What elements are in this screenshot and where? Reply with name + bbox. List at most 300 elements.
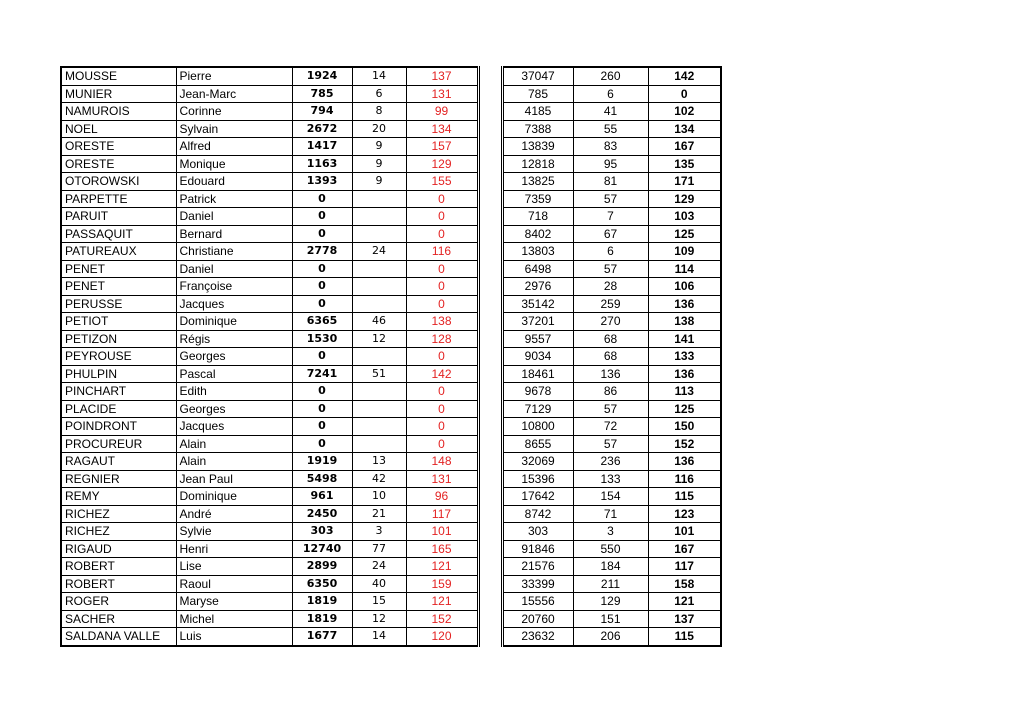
first-name-cell: Raoul [176,575,292,593]
average-2-cell: 106 [648,278,721,296]
average-1-cell: 0 [406,400,478,418]
count-2-cell: 95 [573,155,648,173]
column-separator [478,558,502,576]
column-separator [478,330,502,348]
average-2-cell: 135 [648,155,721,173]
average-2-cell: 142 [648,67,721,85]
average-2-cell: 134 [648,120,721,138]
table-body [61,67,721,646]
count-2-cell: 7 [573,208,648,226]
count-2-cell: 151 [573,610,648,628]
average-1-cell: 148 [406,453,478,471]
first-name-cell: Maryse [176,593,292,611]
table-row [61,155,721,173]
last-name-cell: PLACIDE [61,400,176,418]
count-1-cell [352,278,406,296]
last-name-cell: ROBERT [61,558,176,576]
last-name-cell: MUNIER [61,85,176,103]
table-row [61,260,721,278]
total-2-cell: 9557 [502,330,573,348]
column-separator [478,348,502,366]
last-name-cell: ORESTE [61,138,176,156]
column-separator [478,138,502,156]
column-separator [478,540,502,558]
total-1-cell: 961 [292,488,352,506]
average-2-cell: 167 [648,540,721,558]
total-2-cell: 785 [502,85,573,103]
count-1-cell [352,225,406,243]
table-row [61,575,721,593]
total-1-cell: 303 [292,523,352,541]
total-1-cell: 1819 [292,593,352,611]
column-separator [478,208,502,226]
total-2-cell: 9678 [502,383,573,401]
column-separator [478,453,502,471]
count-2-cell: 57 [573,400,648,418]
average-1-cell: 131 [406,85,478,103]
table-row [61,558,721,576]
count-2-cell: 71 [573,505,648,523]
table-row [61,278,721,296]
last-name-cell: RAGAUT [61,453,176,471]
first-name-cell: Françoise [176,278,292,296]
count-2-cell: 57 [573,260,648,278]
count-1-cell [352,295,406,313]
first-name-cell: Sylvie [176,523,292,541]
first-name-cell: Jacques [176,418,292,436]
first-name-cell: Jacques [176,295,292,313]
total-1-cell: 785 [292,85,352,103]
first-name-cell: Pascal [176,365,292,383]
total-1-cell: 1163 [292,155,352,173]
average-2-cell: 137 [648,610,721,628]
total-1-cell: 0 [292,348,352,366]
last-name-cell: PINCHART [61,383,176,401]
column-separator [478,610,502,628]
average-2-cell: 114 [648,260,721,278]
column-separator [478,278,502,296]
count-1-cell: 24 [352,558,406,576]
first-name-cell: Jean Paul [176,470,292,488]
total-1-cell: 0 [292,208,352,226]
total-1-cell: 1919 [292,453,352,471]
total-2-cell: 8655 [502,435,573,453]
average-2-cell: 136 [648,453,721,471]
total-1-cell: 0 [292,435,352,453]
average-2-cell: 103 [648,208,721,226]
table-row [61,243,721,261]
column-separator [478,628,502,646]
last-name-cell: PATUREAUX [61,243,176,261]
total-2-cell: 303 [502,523,573,541]
column-separator [478,85,502,103]
average-1-cell: 0 [406,383,478,401]
average-1-cell: 137 [406,67,478,85]
column-separator [478,400,502,418]
column-separator [478,488,502,506]
total-1-cell: 1530 [292,330,352,348]
total-2-cell: 37047 [502,67,573,85]
count-1-cell [352,190,406,208]
average-1-cell: 0 [406,225,478,243]
table-row [61,488,721,506]
count-2-cell: 236 [573,453,648,471]
average-2-cell: 101 [648,523,721,541]
average-1-cell: 128 [406,330,478,348]
count-2-cell: 136 [573,365,648,383]
first-name-cell: Régis [176,330,292,348]
total-2-cell: 9034 [502,348,573,366]
total-2-cell: 7129 [502,400,573,418]
average-2-cell: 123 [648,505,721,523]
total-2-cell: 8402 [502,225,573,243]
total-1-cell: 1677 [292,628,352,646]
total-1-cell: 0 [292,418,352,436]
count-1-cell: 42 [352,470,406,488]
count-2-cell: 68 [573,330,648,348]
total-1-cell: 6350 [292,575,352,593]
last-name-cell: ROGER [61,593,176,611]
count-2-cell: 3 [573,523,648,541]
first-name-cell: Lise [176,558,292,576]
count-2-cell: 184 [573,558,648,576]
total-1-cell: 2450 [292,505,352,523]
count-1-cell [352,435,406,453]
total-2-cell: 10800 [502,418,573,436]
average-1-cell: 138 [406,313,478,331]
average-1-cell: 159 [406,575,478,593]
average-2-cell: 113 [648,383,721,401]
count-2-cell: 154 [573,488,648,506]
first-name-cell: Christiane [176,243,292,261]
column-separator [478,523,502,541]
count-2-cell: 206 [573,628,648,646]
first-name-cell: Corinne [176,103,292,121]
total-1-cell: 0 [292,400,352,418]
last-name-cell: PENET [61,278,176,296]
table-row [61,138,721,156]
average-1-cell: 96 [406,488,478,506]
total-2-cell: 7388 [502,120,573,138]
count-1-cell: 14 [352,628,406,646]
table-row [61,330,721,348]
count-1-cell: 8 [352,103,406,121]
average-2-cell: 109 [648,243,721,261]
count-1-cell: 3 [352,523,406,541]
count-1-cell: 6 [352,85,406,103]
total-1-cell: 0 [292,278,352,296]
count-1-cell [352,418,406,436]
count-2-cell: 6 [573,243,648,261]
total-1-cell: 794 [292,103,352,121]
average-2-cell: 125 [648,225,721,243]
average-1-cell: 101 [406,523,478,541]
count-2-cell: 133 [573,470,648,488]
count-1-cell: 9 [352,173,406,191]
total-2-cell: 33399 [502,575,573,593]
average-1-cell: 0 [406,190,478,208]
count-1-cell: 15 [352,593,406,611]
count-2-cell: 57 [573,435,648,453]
table-row [61,383,721,401]
last-name-cell: PERUSSE [61,295,176,313]
last-name-cell: ORESTE [61,155,176,173]
total-2-cell: 2976 [502,278,573,296]
count-2-cell: 550 [573,540,648,558]
total-1-cell: 1393 [292,173,352,191]
average-1-cell: 129 [406,155,478,173]
count-1-cell: 9 [352,138,406,156]
column-separator [478,593,502,611]
table-row [61,67,721,85]
first-name-cell: Jean-Marc [176,85,292,103]
total-2-cell: 13803 [502,243,573,261]
table-row [61,628,721,646]
first-name-cell: Alfred [176,138,292,156]
count-2-cell: 68 [573,348,648,366]
last-name-cell: RICHEZ [61,523,176,541]
average-2-cell: 171 [648,173,721,191]
count-2-cell: 260 [573,67,648,85]
average-2-cell: 125 [648,400,721,418]
first-name-cell: Alain [176,453,292,471]
column-separator [478,435,502,453]
count-1-cell: 10 [352,488,406,506]
count-2-cell: 28 [573,278,648,296]
first-name-cell: André [176,505,292,523]
scores-table [60,66,722,647]
last-name-cell: REMY [61,488,176,506]
count-1-cell: 24 [352,243,406,261]
last-name-cell: PARPETTE [61,190,176,208]
column-separator [478,575,502,593]
count-1-cell: 51 [352,365,406,383]
total-2-cell: 13839 [502,138,573,156]
total-2-cell: 4185 [502,103,573,121]
first-name-cell: Sylvain [176,120,292,138]
count-1-cell: 46 [352,313,406,331]
count-2-cell: 83 [573,138,648,156]
count-2-cell: 86 [573,383,648,401]
average-1-cell: 0 [406,435,478,453]
total-1-cell: 5498 [292,470,352,488]
last-name-cell: PROCUREUR [61,435,176,453]
average-1-cell: 142 [406,365,478,383]
count-1-cell: 20 [352,120,406,138]
first-name-cell: Bernard [176,225,292,243]
total-2-cell: 12818 [502,155,573,173]
table-row [61,190,721,208]
last-name-cell: PHULPIN [61,365,176,383]
total-2-cell: 7359 [502,190,573,208]
table-row [61,103,721,121]
first-name-cell: Monique [176,155,292,173]
total-1-cell: 12740 [292,540,352,558]
count-1-cell [352,383,406,401]
count-2-cell: 211 [573,575,648,593]
column-separator [478,225,502,243]
total-1-cell: 1924 [292,67,352,85]
last-name-cell: ROBERT [61,575,176,593]
column-separator [478,260,502,278]
average-2-cell: 141 [648,330,721,348]
last-name-cell: PEYROUSE [61,348,176,366]
total-1-cell: 2672 [292,120,352,138]
average-1-cell: 134 [406,120,478,138]
average-2-cell: 102 [648,103,721,121]
average-2-cell: 167 [648,138,721,156]
last-name-cell: PASSAQUIT [61,225,176,243]
count-2-cell: 41 [573,103,648,121]
average-2-cell: 133 [648,348,721,366]
average-1-cell: 131 [406,470,478,488]
last-name-cell: RIGAUD [61,540,176,558]
total-1-cell: 2899 [292,558,352,576]
average-2-cell: 129 [648,190,721,208]
average-2-cell: 138 [648,313,721,331]
table-row [61,540,721,558]
last-name-cell: SACHER [61,610,176,628]
count-1-cell [352,260,406,278]
first-name-cell: Dominique [176,313,292,331]
count-1-cell: 14 [352,67,406,85]
table-row [61,365,721,383]
column-separator [478,243,502,261]
total-1-cell: 0 [292,295,352,313]
average-1-cell: 0 [406,260,478,278]
total-2-cell: 18461 [502,365,573,383]
column-separator [478,67,502,85]
first-name-cell: Edouard [176,173,292,191]
column-separator [478,313,502,331]
average-2-cell: 136 [648,295,721,313]
first-name-cell: Alain [176,435,292,453]
count-2-cell: 67 [573,225,648,243]
average-1-cell: 99 [406,103,478,121]
first-name-cell: Dominique [176,488,292,506]
count-1-cell: 13 [352,453,406,471]
table-row [61,505,721,523]
table-row [61,470,721,488]
count-2-cell: 57 [573,190,648,208]
average-1-cell: 0 [406,208,478,226]
total-2-cell: 91846 [502,540,573,558]
table-row [61,348,721,366]
first-name-cell: Henri [176,540,292,558]
count-1-cell: 21 [352,505,406,523]
column-separator [478,295,502,313]
column-separator [478,470,502,488]
total-1-cell: 7241 [292,365,352,383]
average-1-cell: 116 [406,243,478,261]
last-name-cell: POINDRONT [61,418,176,436]
table-row [61,400,721,418]
count-1-cell: 40 [352,575,406,593]
first-name-cell: Georges [176,348,292,366]
count-1-cell: 12 [352,330,406,348]
average-2-cell: 115 [648,628,721,646]
first-name-cell: Daniel [176,260,292,278]
count-1-cell [352,348,406,366]
count-1-cell: 9 [352,155,406,173]
total-1-cell: 6365 [292,313,352,331]
average-1-cell: 165 [406,540,478,558]
column-separator [478,103,502,121]
total-1-cell: 0 [292,260,352,278]
total-2-cell: 37201 [502,313,573,331]
average-2-cell: 121 [648,593,721,611]
last-name-cell: PETIZON [61,330,176,348]
total-1-cell: 0 [292,383,352,401]
average-2-cell: 152 [648,435,721,453]
table-row [61,225,721,243]
table-row [61,593,721,611]
last-name-cell: NOEL [61,120,176,138]
average-1-cell: 152 [406,610,478,628]
last-name-cell: MOUSSE [61,67,176,85]
average-2-cell: 0 [648,85,721,103]
average-1-cell: 0 [406,348,478,366]
first-name-cell: Luis [176,628,292,646]
total-2-cell: 17642 [502,488,573,506]
column-separator [478,155,502,173]
total-2-cell: 13825 [502,173,573,191]
table-row [61,120,721,138]
table-row [61,523,721,541]
total-2-cell: 20760 [502,610,573,628]
average-2-cell: 117 [648,558,721,576]
table-row [61,435,721,453]
average-1-cell: 155 [406,173,478,191]
average-1-cell: 0 [406,418,478,436]
average-1-cell: 0 [406,278,478,296]
average-1-cell: 157 [406,138,478,156]
column-separator [478,418,502,436]
table-row [61,173,721,191]
column-separator [478,365,502,383]
average-2-cell: 116 [648,470,721,488]
last-name-cell: SALDANA VALLE [61,628,176,646]
table-row [61,418,721,436]
column-separator [478,505,502,523]
table-row [61,453,721,471]
table-row [61,208,721,226]
total-2-cell: 6498 [502,260,573,278]
first-name-cell: Edith [176,383,292,401]
average-2-cell: 136 [648,365,721,383]
last-name-cell: NAMUROIS [61,103,176,121]
last-name-cell: PARUIT [61,208,176,226]
first-name-cell: Daniel [176,208,292,226]
first-name-cell: Patrick [176,190,292,208]
last-name-cell: OTOROWSKI [61,173,176,191]
total-1-cell: 2778 [292,243,352,261]
count-1-cell: 12 [352,610,406,628]
table-row [61,610,721,628]
count-2-cell: 259 [573,295,648,313]
total-2-cell: 15396 [502,470,573,488]
average-2-cell: 158 [648,575,721,593]
count-2-cell: 6 [573,85,648,103]
total-1-cell: 1417 [292,138,352,156]
count-2-cell: 129 [573,593,648,611]
count-1-cell: 77 [352,540,406,558]
column-separator [478,383,502,401]
count-2-cell: 55 [573,120,648,138]
average-1-cell: 0 [406,295,478,313]
total-1-cell: 1819 [292,610,352,628]
average-2-cell: 115 [648,488,721,506]
